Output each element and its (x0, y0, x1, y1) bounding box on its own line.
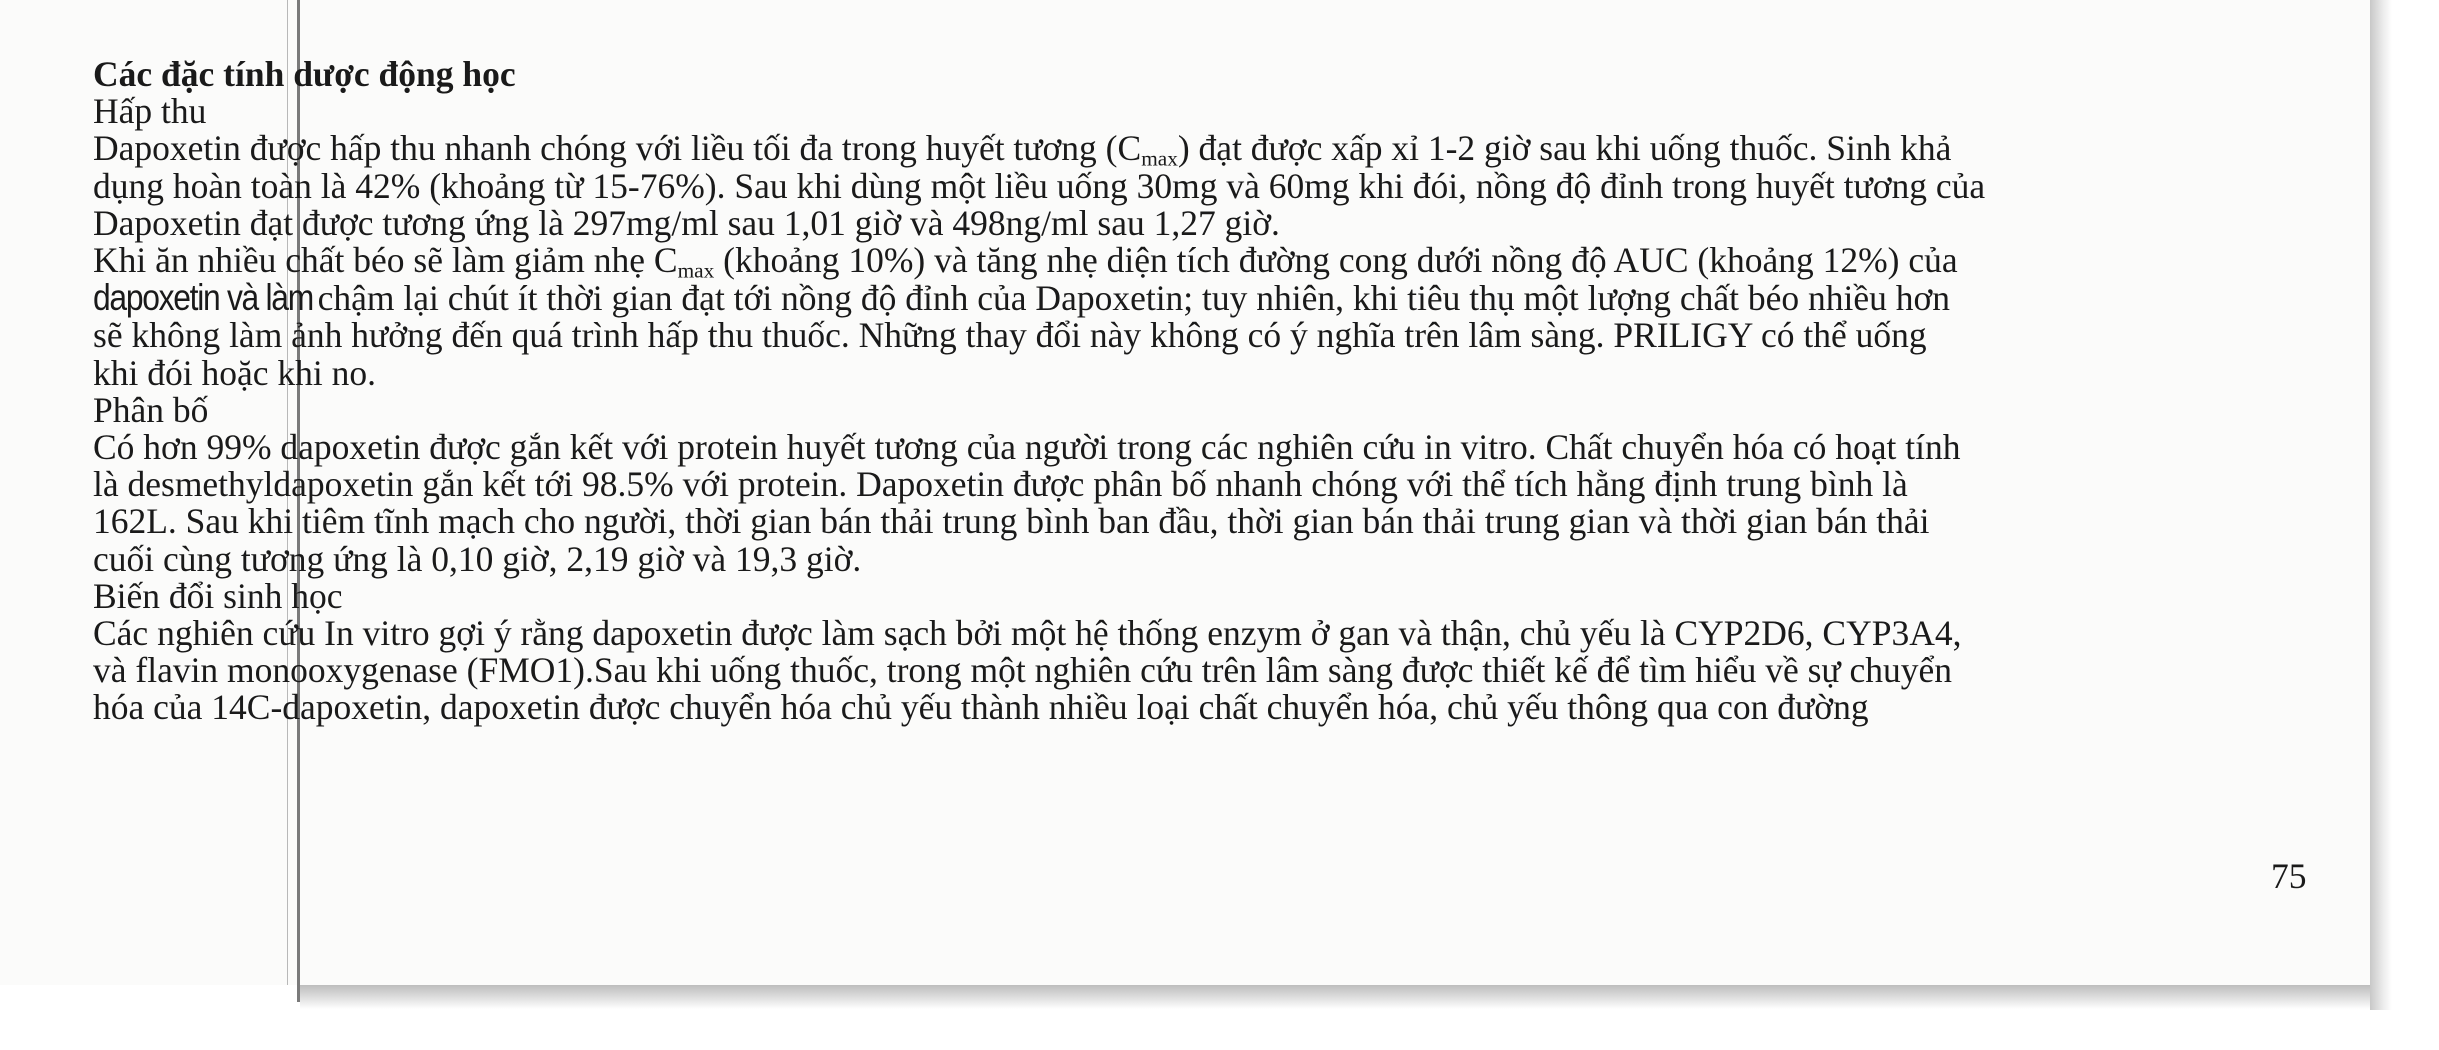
document-body (93, 56, 2333, 727)
cmax-subscript: max (1141, 146, 1178, 171)
absorption-line-5 (93, 279, 2333, 317)
absorption-line-5b: chậm lại chút ít thời gian đạt tới nồng độ đỉnh của Dapoxetin; tuy nhiên, khi tiêu thụ một lượng chất béo nhiều hơn (308, 278, 1950, 319)
biotransformation-line-2: và flavin monooxygenase (FMO1).Sau khi uống thuốc, trong một nghiên cứu trên lâm sàng được thiết kế để tìm hiểu về sự chuyển (93, 650, 1953, 691)
absorption-line-4a: Khi ăn nhiều chất béo sẽ làm giảm nhẹ C (93, 240, 678, 281)
page-shadow-bottom (300, 985, 2390, 1009)
absorption-line-3: Dapoxetin đạt được tương ứng là 297mg/ml sau 1,01 giờ và 498ng/ml sau 1,27 giờ. (93, 202, 1280, 243)
biotransformation-section (93, 575, 2333, 728)
distribution-line-3: 162L. Sau khi tiêm tĩnh mạch cho người, thời gian bán thải trung bình ban đầu, thời gian bán thải trung gian và thời gian bán thải (93, 501, 1930, 542)
biotransformation-line-3: hóa của 14C-dapoxetin, dapoxetin được chuyển hóa chủ yếu thành nhiều loại chất chuyển hóa, chủ yếu thông qua con đường (93, 687, 1869, 728)
distribution-section (93, 389, 2333, 579)
absorption-line-2: dụng hoàn toàn là 42% (khoảng từ 15-76%). Sau khi dùng một liều uống 30mg và 60mg khi đói, nồng độ đỉnh trong huyết tương của (93, 165, 1986, 206)
cmax-subscript-2: max (677, 258, 715, 283)
page-shadow-right (2370, 0, 2392, 1010)
absorption-line-4 (93, 240, 2333, 283)
absorption-line-1a: Dapoxetin được hấp thu nhanh chóng với liều tối đa trong huyết tương (C (93, 128, 1142, 169)
distribution-line-2: là desmethyldapoxetin gắn kết tới 98.5% với protein. Dapoxetin được phân bố nhanh chóng với thể tích hằng định trung bình là (93, 464, 1908, 505)
smudged-text: dapoxetin và làm (93, 277, 313, 319)
absorption-line-1 (93, 128, 2333, 171)
absorption-line-6: sẽ không làm ảnh hưởng đến quá trình hấp thu thuốc. Những thay đổi này không có ý nghĩa trên lâm sàng. PRILIGY có thể uống (93, 315, 1927, 356)
absorption-line-1b: ) đạt được xấp xỉ 1-2 giờ sau khi uống thuốc. Sinh khả (1177, 128, 1952, 169)
biotransformation-line-1: Các nghiên cứu In vitro gợi ý rằng dapoxetin được làm sạch bởi một hệ thống enzym ở gan và thận, chủ yếu là CYP2D6, CYP3A4, (93, 613, 1962, 654)
distribution-line-1: Có hơn 99% dapoxetin được gắn kết với protein huyết tương của người trong các nghiên cứu in vitro. Chất chuyển hóa có hoạt tính (93, 427, 1961, 468)
absorption-line-4b: (khoảng 10%) và tăng nhẹ diện tích đường cong dưới nồng độ AUC (khoảng 12%) của (714, 240, 1958, 281)
biotransformation-title: Biến đổi sinh học (93, 575, 343, 616)
distribution-title: Phân bố (93, 389, 209, 430)
absorption-line-7: khi đói hoặc khi no. (93, 352, 376, 393)
absorption-title: Hấp thu (93, 91, 207, 132)
distribution-line-4: cuối cùng tương ứng là 0,10 giờ, 2,19 giờ và 19,3 giờ. (93, 538, 862, 579)
page-number: 75 (2271, 856, 2307, 896)
absorption-section (93, 93, 2333, 392)
section-heading: Các đặc tính dược động học (93, 54, 516, 94)
